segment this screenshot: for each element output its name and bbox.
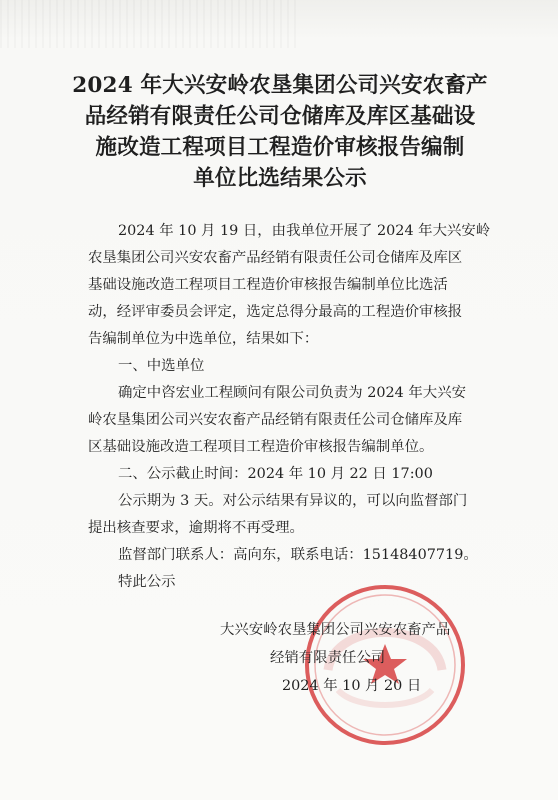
closing-line: 特此公示	[118, 574, 176, 590]
title-line-4: 单位比选结果公示	[193, 166, 367, 191]
title-line-2: 品经销有限责任公司仓储库及库区基础设	[84, 104, 476, 129]
section1-heading: 一、中选单位	[118, 358, 205, 374]
section2-heading: 二、公示截止时间：2024 年 10 月 22 日 17:00	[118, 466, 433, 482]
title-line-3: 施改造工程项目工程造价审核报告编制	[95, 135, 465, 160]
scan-artifact	[0, 0, 300, 48]
intro-line-1: 2024 年 10 月 19 日，由我单位开展了 2024 年大兴安岭	[118, 223, 491, 239]
section2-line-2: 提出核查要求，逾期将不再受理。	[88, 520, 304, 536]
section1-line-3: 区基础设施改造工程项目工程造价审核报告编制单位。	[88, 439, 434, 455]
intro-line-5: 告编制单位为中选单位，结果如下：	[88, 331, 319, 347]
intro-line-3: 基础设施改造工程项目工程造价审核报告编制单位比选活	[88, 277, 448, 293]
signature-org-line-1: 大兴安岭农垦集团公司兴安农畜产品	[220, 622, 451, 638]
intro-line-4: 动，经评审委员会评定，选定总得分最高的工程造价审核报	[88, 304, 463, 320]
intro-line-2: 农垦集团公司兴安农畜产品经销有限责任公司仓储库及库区	[88, 250, 463, 266]
document-title	[70, 70, 490, 194]
section1-line-1: 确定中咨宏业工程顾问有限公司负责为 2024 年大兴安	[118, 385, 466, 401]
section1-line-2: 岭农垦集团公司兴安农畜产品经销有限责任公司仓储库及库	[88, 412, 463, 428]
title-line-1: 2024 年大兴安岭农垦集团公司兴安农畜产	[72, 73, 488, 98]
section2-line-1: 公示期为 3 天。对公示结果有异议的，可以向监督部门	[118, 493, 468, 509]
signature-date: 2024 年 10 月 20 日	[282, 678, 422, 694]
signature-org-line-2: 经销有限责任公司	[270, 650, 386, 666]
contact-line: 监督部门联系人：高向东，联系电话：15148407719。	[118, 547, 478, 563]
